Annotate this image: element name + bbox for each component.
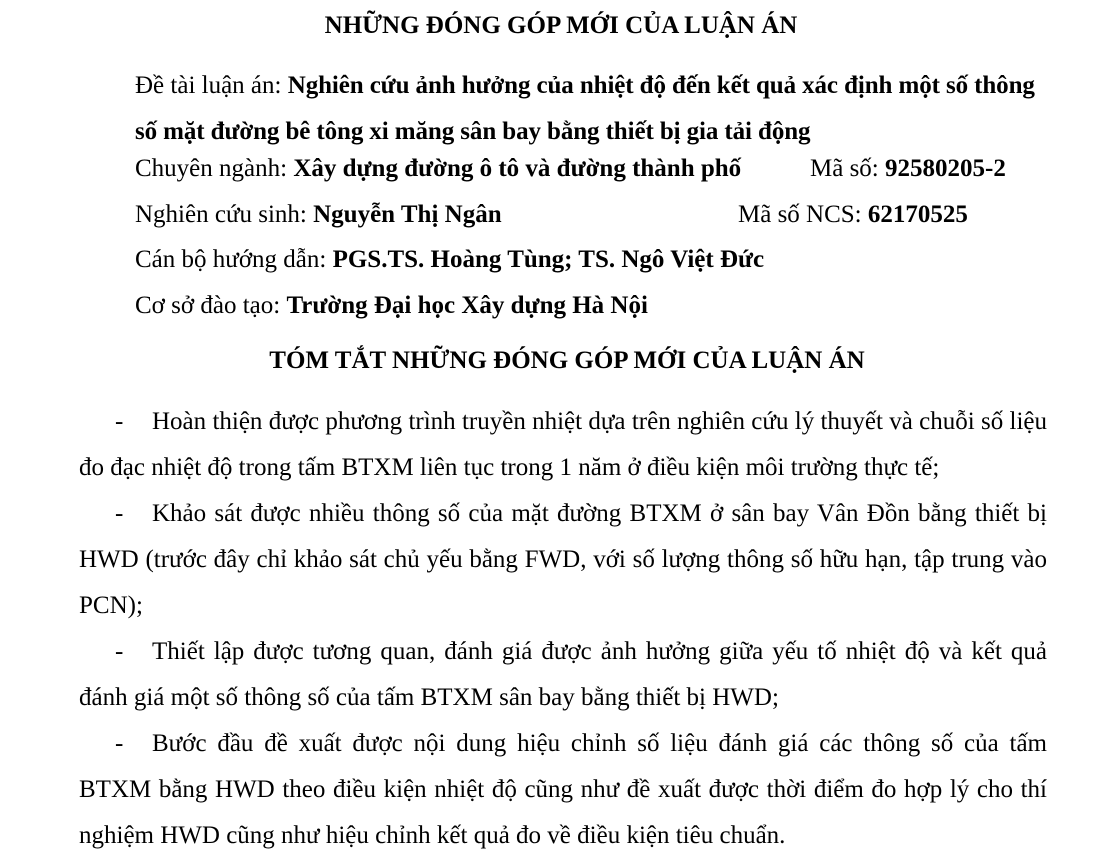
- researcher-code-label: Mã số NCS:: [738, 201, 868, 228]
- advisor-row: [135, 245, 1055, 275]
- contribution-text: Khảo sát được nhiều thông số của mặt đường BTXM ở sân bay Vân Đồn bằng thiết bị HWD (trước đây chỉ khảo sát chủ yếu bằng FWD, với số lượng thông số hữu hạn, tập trung vào PCN);: [79, 500, 1047, 619]
- list-item: [79, 491, 1047, 629]
- researcher-code-value: 62170525: [867, 201, 968, 228]
- advisor-label: Cán bộ hướng dẫn:: [135, 246, 333, 273]
- list-item: [79, 399, 1047, 491]
- bullet-marker: -: [115, 408, 124, 435]
- specialty-label: Chuyên ngành:: [135, 155, 294, 182]
- thesis-topic-label: Đề tài luận án:: [135, 72, 288, 99]
- researcher-code: [738, 200, 968, 230]
- specialty-code-label: Mã số:: [810, 155, 885, 182]
- bullet-marker: -: [115, 730, 124, 757]
- institution-row: [135, 291, 1055, 321]
- researcher-value: Nguyễn Thị Ngân: [313, 201, 502, 228]
- specialty-code-value: 92580205-2: [885, 155, 1006, 182]
- bullet-marker: -: [115, 638, 124, 665]
- thesis-topic: [135, 63, 1055, 155]
- advisor-value: PGS.TS. Hoàng Tùng; TS. Ngô Việt Đức: [332, 246, 765, 273]
- list-item: [79, 629, 1047, 721]
- page-title: NHỮNG ĐÓNG GÓP MỚI CỦA LUẬN ÁN: [324, 12, 798, 39]
- specialty-code: [810, 154, 1006, 184]
- specialty-value: Xây dựng đường ô tô và đường thành phố: [293, 155, 742, 182]
- thesis-topic-value: Nghiên cứu ảnh hưởng của nhiệt độ đến kết quả xác định một số thông số mặt đường bê tông xi măng sân bay bằng thiết bị gia tải động: [135, 72, 1035, 145]
- researcher-label: Nghiên cứu sinh:: [135, 201, 314, 228]
- summary-heading: TÓM TẮT NHỮNG ĐÓNG GÓP MỚI CỦA LUẬN ÁN: [269, 347, 865, 374]
- bullet-marker: -: [115, 500, 124, 527]
- contribution-text: Bước đầu đề xuất được nội dung hiệu chỉnh số liệu đánh giá các thông số của tấm BTXM bằng HWD theo điều kiện nhiệt độ cũng như đề xuất được thời điểm đo hợp lý cho thí nghiệm HWD cũng như hiệu chỉnh kết quả đo về điều kiện tiêu chuẩn.: [79, 730, 1047, 849]
- institution-label: Cơ sở đào tạo:: [135, 292, 287, 319]
- institution-value: Trường Đại học Xây dựng Hà Nội: [286, 292, 648, 319]
- list-item: [79, 721, 1047, 859]
- contribution-text: Hoàn thiện được phương trình truyền nhiệt dựa trên nghiên cứu lý thuyết và chuỗi số liệu đo đạc nhiệt độ trong tấm BTXM liên tục trong 1 năm ở điều kiện môi trường thực tế;: [79, 408, 1047, 481]
- contributions-list: [79, 399, 1047, 859]
- contribution-text: Thiết lập được tương quan, đánh giá được ảnh hưởng giữa yếu tố nhiệt độ và kết quả đánh giá một số thông số của tấm BTXM sân bay bằng thiết bị HWD;: [79, 638, 1047, 711]
